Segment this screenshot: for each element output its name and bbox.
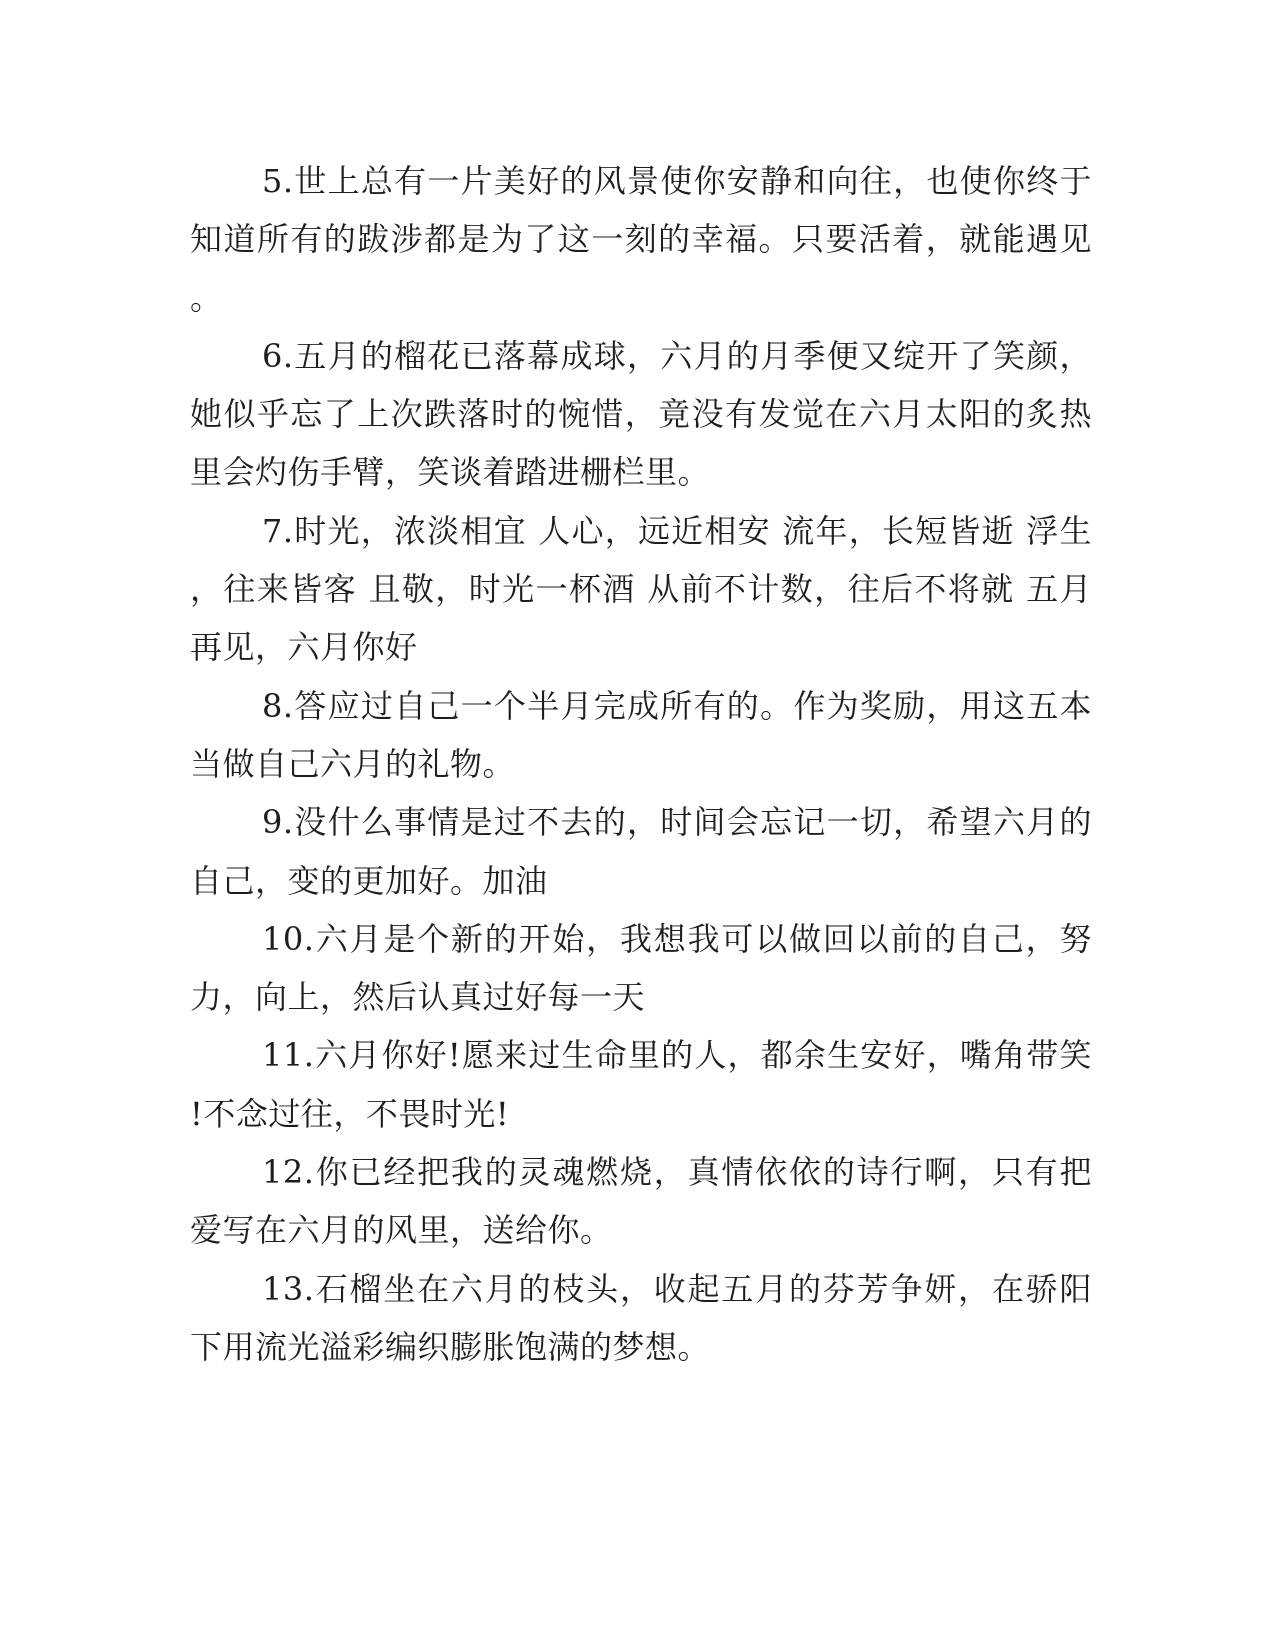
text-line: 6.五月的榴花已落幕成球，六月的月季便又绽开了笑颜， (262, 336, 1092, 375)
text-line: 11.六月你好!愿来过生命里的人，都余生安好，嘴角带笑 (262, 1036, 1092, 1075)
paragraph-9 (190, 793, 1092, 910)
text-line: 自己，变的更加好。加油 (190, 861, 548, 900)
text-block (190, 152, 1092, 1376)
text-line: !不念过往，不畏时光! (190, 1094, 510, 1133)
paragraph-7 (190, 502, 1092, 677)
text-line: 她似乎忘了上次跌落时的惋惜，竟没有发觉在六月太阳的炙热 (190, 395, 1092, 434)
text-line: 10.六月是个新的开始，我想我可以做回以前的自己，努 (262, 919, 1092, 958)
text-line: 。 (190, 278, 223, 317)
text-line: 再见，六月你好 (190, 628, 418, 667)
text-line: 下用流光溢彩编织膨胀饱满的梦想。 (190, 1327, 711, 1366)
text-line: 13.石榴坐在六月的枝头，收起五月的芬芳争妍，在骄阳 (262, 1269, 1092, 1308)
text-line: 当做自己六月的礼物。 (190, 744, 516, 783)
text-line: 知道所有的跋涉都是为了这一刻的幸福。只要活着，就能遇见 (190, 220, 1092, 259)
text-line: 12.你已经把我的灵魂燃烧，真情依依的诗行啊，只有把 (262, 1153, 1092, 1192)
paragraph-13 (190, 1260, 1092, 1377)
text-line: 7.时光，浓淡相宜 人心，远近相安 流年，长短皆逝 浮生 (262, 511, 1092, 550)
paragraph-6 (190, 327, 1092, 502)
text-line: 9.没什么事情是过不去的，时间会忘记一切，希望六月的 (262, 803, 1092, 842)
text-line: 爱写在六月的风里，送给你。 (190, 1211, 613, 1250)
paragraph-8 (190, 677, 1092, 794)
text-line: 8.答应过自己一个半月完成所有的。作为奖励，用这五本 (262, 686, 1092, 725)
text-line: 5.世上总有一片美好的风景使你安静和向往，也使你终于 (262, 162, 1092, 200)
text-line: 力，向上，然后认真过好每一天 (190, 978, 646, 1017)
paragraph-5 (190, 152, 1092, 327)
paragraph-12 (190, 1143, 1092, 1260)
paragraph-10 (190, 910, 1092, 1027)
text-line: 里会灼伤手臂，笑谈着踏进栅栏里。 (190, 453, 711, 492)
text-line: ，往来皆客 且敬，时光一杯酒 从前不计数，往后不将就 五月 (190, 570, 1092, 609)
paragraph-11 (190, 1026, 1092, 1143)
